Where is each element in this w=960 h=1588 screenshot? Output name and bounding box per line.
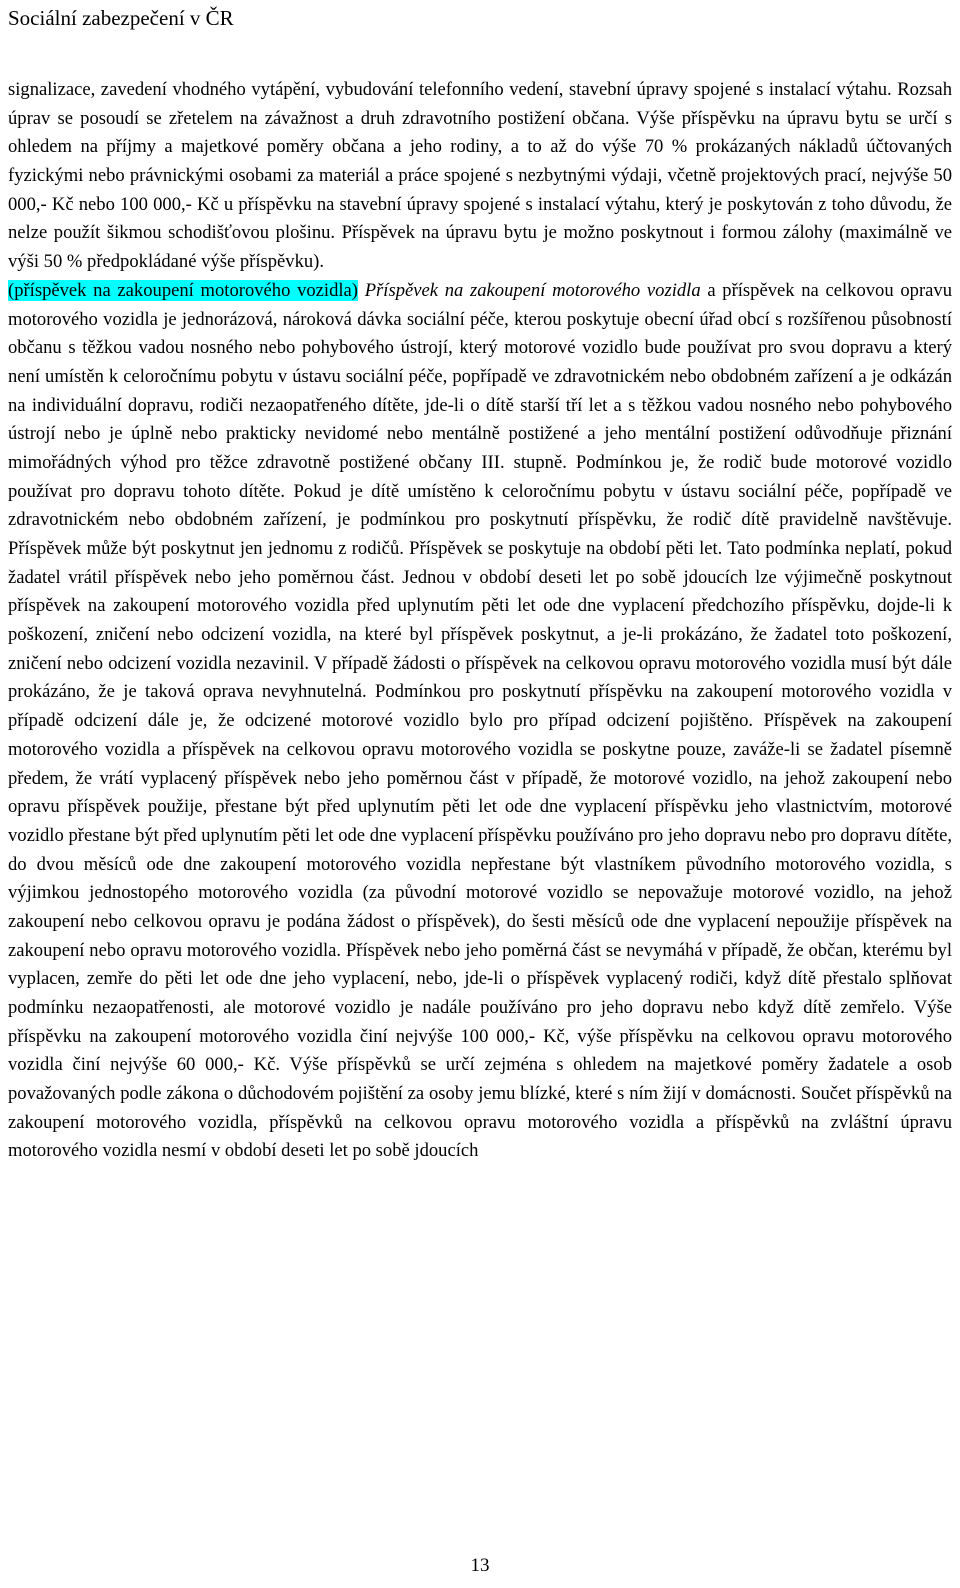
italic-term: Příspěvek na zakoupení motorového vozidla	[364, 279, 701, 301]
paragraph-part-1: signalizace, zavedení vhodného vytápění, vybudování telefonního vedení, stavební úpravy spojené s instalací výtahu. Rozsah úprav se posoudí se zřetelem na závažnost a druh zdravotního postižení občana. Výše příspěvku na úpravu bytu se určí s ohledem na příjmy a majetkové poměry občana a jeho rodiny, a to až do výše 70 % prokázaných nákladů účtovaných fyzickými nebo právnickými osobami za materiál a práce spojené s nezbytnými výdaji, včetně projektových prací, nejvýše 50 000,- Kč nebo 100 000,- Kč u příspěvku na stavební úpravy spojené s instalací výtahu, který je poskytován z toho důvodu, že nelze použít šikmou schodišťovou plošinu. Příspěvek na úpravu bytu je možno poskytnout i formou zálohy (maximálně ve výši 50 % předpokládané výše příspěvku).	[8, 79, 952, 273]
highlighted-term: (příspěvek na zakoupení motorového vozidla)	[8, 279, 358, 301]
page-number: 13	[470, 1555, 490, 1576]
body-paragraph	[8, 76, 952, 1166]
page-header: Sociální zabezpečení v ČR	[8, 6, 234, 30]
paragraph-part-2: a příspěvek na celkovou opravu motorového vozidla je jednorázová, nároková dávka sociální péče, kterou poskytuje obecní úřad obcí s rozšířenou působností občanu s těžkou vadou nosného nebo pohybového ústrojí, který motorové vozidlo bude používat pro svou dopravu a který není umístěn k celoročnímu pobytu v ústavu sociální péče, popřípadě ve zdravotnickém nebo obdobném zařízení a je odkázán na individuální dopravu, rodiči nezaopatřeného dítěte, jde-li o dítě starší tří let a s těžkou vadou nosného nebo pohybového ústrojí nebo je úplně nebo prakticky nevidomé nebo mentálně postižené a jeho mentální postižení odůvodňuje přiznání mimořádných výhod pro těžce zdravotně postižené občany III. stupně. Podmínkou je, že rodič bude motorové vozidlo používat pro dopravu tohoto dítěte. Pokud je dítě umístěno k celoročnímu pobytu v ústavu sociální péče, popřípadě ve zdravotnickém nebo obdobném zařízení, je podmínkou pro poskytnutí příspěvku, že rodič dítě pravidelně navštěvuje. Příspěvek může být poskytnut jen jednomu z rodičů. Příspěvek se poskytuje na období pěti let. Tato podmínka neplatí, pokud žadatel vrátil příspěvek nebo jeho poměrnou část. Jednou v období deseti let po sobě jdoucích lze výjimečně poskytnout příspěvek na zakoupení motorového vozidla před uplynutím pěti let ode dne vyplacení předchozího příspěvku, dojde-li k poškození, zničení nebo odcizení vozidla, na které byl příspěvek poskytnut, a je-li prokázáno, že žadatel toto poškození, zničení nebo odcizení vozidla nezavinil. V případě žádosti o příspěvek na celkovou opravu motorového vozidla musí být dále prokázáno, že je taková oprava nevyhnutelná. Podmínkou pro poskytnutí příspěvku na zakoupení motorového vozidla v případě odcizení dále je, že odcizené motorové vozidlo bylo pro případ odcizení pojištěno. Příspěvek na zakoupení motorového vozidla a příspěvek na celkovou opravu motorového vozidla se poskytne pouze, zaváže-li se žadatel písemně předem, že vrátí vyplacený příspěvek nebo jeho poměrnou část v případě, že motorové vozidlo, na jehož zakoupení nebo opravu příspěvek použije, přestane být před uplynutím pěti let ode dne vyplacení příspěvku jeho vlastnictvím, motorové vozidlo přestane být před uplynutím pěti let ode dne vyplacení příspěvku používáno pro jeho dopravu nebo pro dopravu dítěte, do dvou měsíců ode dne zakoupení motorového vozidla nepřestane být vlastníkem původního motorového vozidla, s výjimkou jednostopého motorového vozidla (za původní motorové vozidlo se nepovažuje motorové vozidlo, na jehož zakoupení nebo celkovou opravu je podána žádost o příspěvek), do šesti měsíců ode dne vyplacení nepoužije příspěvek na zakoupení nebo opravu motorového vozidla. Příspěvek nebo jeho poměrná část se nevymáhá v případě, že občan, kterému byl vyplacen, zemře do pěti let ode dne jeho vyplacení, nebo, jde-li o příspěvek vyplacený rodiči, když dítě přestalo splňovat podmínku nezaopatřenosti, ale motorové vozidlo je nadále používáno pro jeho dopravu nebo když dítě zemřelo. Výše příspěvku na zakoupení motorového vozidla činí nejvýše 100 000,- Kč, výše příspěvku na celkovou opravu motorového vozidla činí nejvýše 60 000,- Kč. Výše příspěvků se určí zejména s ohledem na majetkové poměry žadatele a osob považovaných podle zákona o důchodovém pojištění za osoby jemu blízké, které s ním žijí v domácnosti. Součet příspěvků na zakoupení motorového vozidla, příspěvků na celkovou opravu motorového vozidla a příspěvků na zvláštní úpravu motorového vozidla nesmí v období deseti let po sobě jdoucích	[8, 279, 952, 1162]
